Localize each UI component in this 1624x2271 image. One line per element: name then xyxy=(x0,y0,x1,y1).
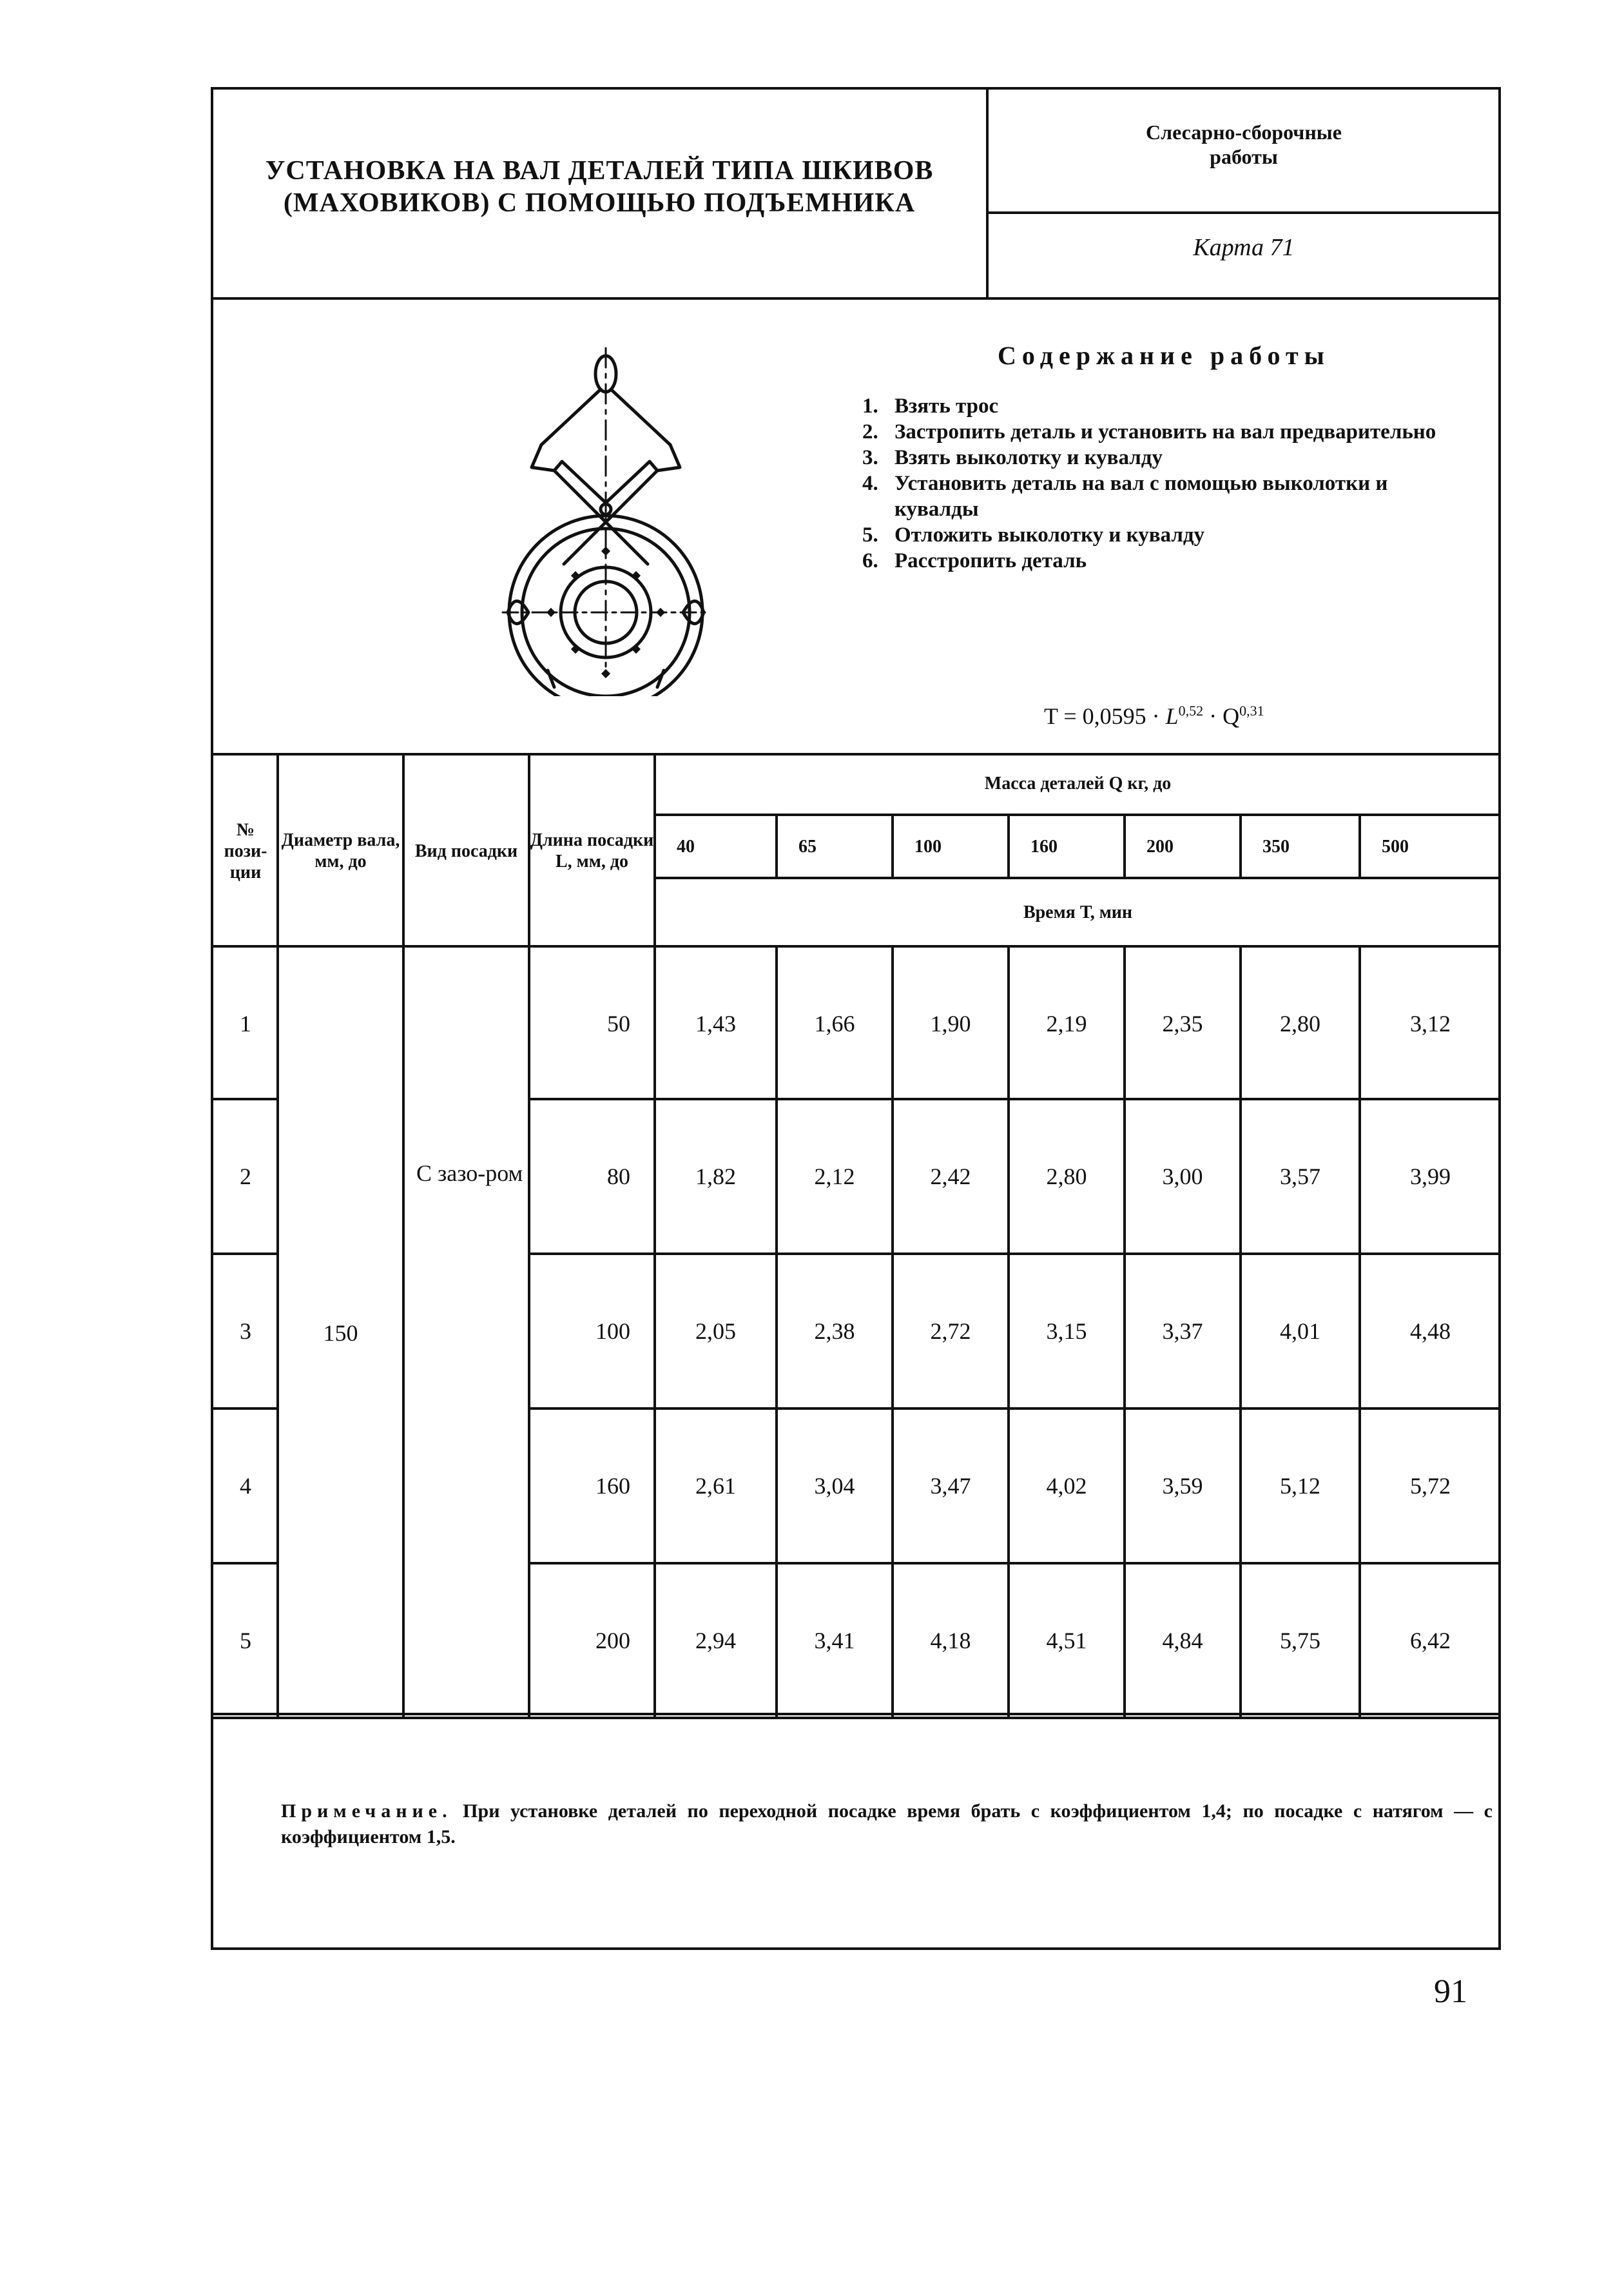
header-divider xyxy=(986,87,989,300)
header-fit-type: Вид посадки xyxy=(414,841,518,861)
mass-column-divider xyxy=(1358,814,1361,878)
pulley-sling-illustration xyxy=(490,335,722,696)
title-line-2: (МАХОВИКОВ) С ПОМОЩЬЮ ПОДЪЕМНИКА xyxy=(283,188,916,218)
mass-column-divider xyxy=(1239,814,1242,878)
time-value: 2,12 xyxy=(814,1164,855,1189)
mass-values-line xyxy=(655,877,1501,879)
section-name xyxy=(992,120,1495,169)
mass-value: 160 xyxy=(1030,836,1058,857)
footnote: Примечание. При установке деталей по переходной посадке время брать с коэффициентом 1,4; по посадке с натягом — с коэффициентом 1,5. xyxy=(281,1800,1493,1847)
time-value: 1,66 xyxy=(814,1010,855,1037)
time-value: 2,72 xyxy=(930,1318,971,1344)
mass-column-divider xyxy=(891,814,894,878)
time-value: 2,80 xyxy=(1280,1010,1320,1037)
time-value: 4,84 xyxy=(1162,1628,1203,1653)
header-time: Время Т, мин xyxy=(1023,902,1133,922)
mass-value: 200 xyxy=(1146,836,1174,857)
time-value: 4,02 xyxy=(1046,1473,1087,1499)
time-value: 3,37 xyxy=(1162,1318,1203,1344)
mass-column-divider xyxy=(775,814,778,878)
row-length: 50 xyxy=(607,1010,630,1037)
row-position: 2 xyxy=(240,1164,251,1189)
time-value: 1,43 xyxy=(695,1010,736,1037)
time-value: 2,19 xyxy=(1046,1010,1087,1037)
header-length: Длина посадки L, мм, до xyxy=(530,830,654,872)
time-value: 3,00 xyxy=(1162,1164,1203,1189)
work-content-title: Содержание работы xyxy=(998,341,1330,370)
mass-value: 100 xyxy=(914,836,942,857)
mass-column-divider xyxy=(1123,814,1126,878)
time-value: 5,75 xyxy=(1280,1628,1320,1653)
time-value: 3,15 xyxy=(1046,1318,1087,1344)
time-value: 2,35 xyxy=(1162,1010,1203,1037)
section-line-2: работы xyxy=(1210,145,1278,168)
header-diameter: Диаметр вала, мм, до xyxy=(281,830,400,872)
work-step: 5. Отложить выколотку и кувалду xyxy=(862,523,1205,547)
card-number: Карта 71 xyxy=(1193,234,1295,261)
mass-value: 65 xyxy=(798,836,817,857)
row-length: 100 xyxy=(595,1318,630,1344)
work-step: 4. Установить деталь на вал с помощью выколотки и кувалды xyxy=(862,472,1388,521)
work-step: 2. Застропить деталь и установить на вал предварительно xyxy=(862,420,1436,443)
time-value: 2,80 xyxy=(1046,1164,1087,1189)
time-value: 3,47 xyxy=(930,1473,971,1499)
row-position: 3 xyxy=(240,1318,251,1344)
header-mass: Масса деталей Q кг, до xyxy=(984,773,1172,794)
time-value: 6,42 xyxy=(1410,1628,1451,1653)
time-value: 1,90 xyxy=(930,1010,971,1037)
work-steps-list xyxy=(862,393,1474,574)
work-step: 6. Расстропить деталь xyxy=(862,549,1087,572)
time-value: 2,38 xyxy=(814,1318,855,1344)
fit-type-value: С зазо-ром xyxy=(416,1160,523,1186)
work-step: 1. Взять трос xyxy=(862,395,999,418)
time-value: 3,04 xyxy=(814,1473,855,1499)
time-value: 5,12 xyxy=(1280,1473,1320,1499)
row-length: 160 xyxy=(595,1473,630,1499)
diameter-value: 150 xyxy=(323,1320,358,1346)
time-value: 2,05 xyxy=(695,1318,736,1344)
time-value: 4,18 xyxy=(930,1628,971,1653)
time-value: 3,99 xyxy=(1410,1164,1451,1189)
row-position: 4 xyxy=(240,1473,251,1499)
row-length: 80 xyxy=(607,1164,630,1189)
time-value: 4,01 xyxy=(1280,1318,1320,1344)
row-length: 200 xyxy=(595,1628,630,1653)
mass-value: 500 xyxy=(1382,836,1409,857)
title-line-1: УСТАНОВКА НА ВАЛ ДЕТАЛЕЙ ТИПА ШКИВОВ xyxy=(265,156,934,186)
time-formula: T = 0,0595 · L$^{0,52}$ · Q$^{0,31}$ xyxy=(1044,703,1264,729)
row-position: 5 xyxy=(240,1628,251,1653)
mass-value: 350 xyxy=(1262,836,1290,857)
time-value: 3,12 xyxy=(1410,1010,1451,1037)
header-section-line xyxy=(987,211,1501,214)
header-position: № пози-ции xyxy=(224,819,267,882)
time-value: 3,57 xyxy=(1280,1164,1320,1189)
section-line-1: Слесарно-сборочные xyxy=(1146,121,1342,144)
time-value: 1,82 xyxy=(695,1164,736,1189)
page-title xyxy=(232,155,967,219)
mass-value: 40 xyxy=(677,836,695,857)
time-value: 4,51 xyxy=(1046,1628,1087,1653)
time-value: 2,61 xyxy=(695,1473,736,1499)
work-step: 3. Взять выколотку и кувалду xyxy=(862,446,1163,469)
time-value: 3,41 xyxy=(814,1628,855,1653)
time-value: 5,72 xyxy=(1410,1473,1451,1499)
page-number: 91 xyxy=(1434,1973,1467,2010)
mass-column-divider xyxy=(1007,814,1010,878)
time-value: 4,48 xyxy=(1410,1318,1451,1344)
note-divider xyxy=(211,1713,1501,1715)
row-position: 1 xyxy=(240,1010,251,1037)
time-value: 2,94 xyxy=(695,1628,736,1653)
time-value: 3,59 xyxy=(1162,1473,1203,1499)
time-value: 2,42 xyxy=(930,1164,971,1189)
header-bottom-line xyxy=(211,297,1501,300)
